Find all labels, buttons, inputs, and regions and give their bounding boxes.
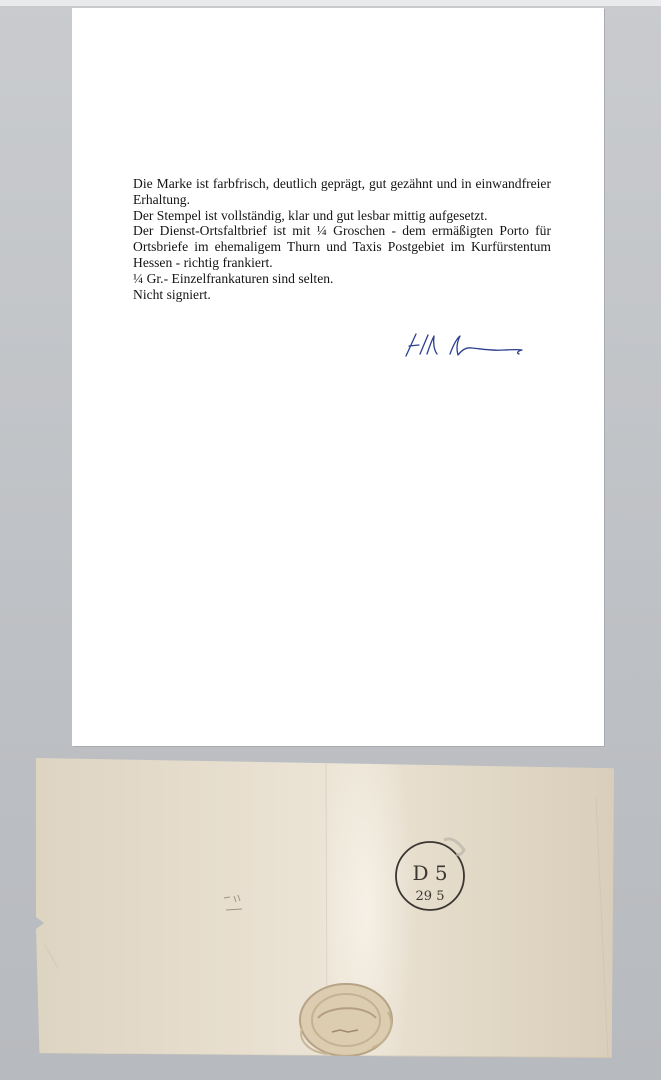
wax-seal	[288, 968, 408, 1058]
scan-background-edge	[0, 0, 661, 6]
pencil-mark	[216, 886, 256, 916]
handwritten-signature	[400, 328, 532, 362]
postmark-stamp	[386, 826, 480, 920]
certificate-paragraph-condition: Die Marke ist farbfrisch, deutlich geprägt, gut gezähnt und in einwandfreier Erhaltung.	[133, 176, 551, 207]
postmark-code: D 5	[412, 861, 448, 885]
certificate-paragraph-signed-status: Nicht signiert.	[133, 286, 211, 302]
certificate-text	[133, 176, 551, 302]
postmark-date: 29 5	[415, 889, 445, 904]
certificate-sheet	[72, 8, 604, 746]
certificate-paragraph-rarity: ¼ Gr.- Einzelfrankaturen sind selten.	[133, 270, 334, 286]
certificate-paragraph-franking: Der Dienst-Ortsfaltbrief ist mit ¼ Groschen - dem ermäßigten Porto für Ortsbriefe im ehemaligem Thurn und Taxis Postgebiet im Kurfürstentum Hessen - richtig frankiert.	[133, 223, 551, 270]
folded-letter-cover	[36, 758, 614, 1058]
certificate-paragraph-cancellation: Der Stempel ist vollständig, klar und gut lesbar mittig aufgesetzt.	[133, 207, 488, 223]
